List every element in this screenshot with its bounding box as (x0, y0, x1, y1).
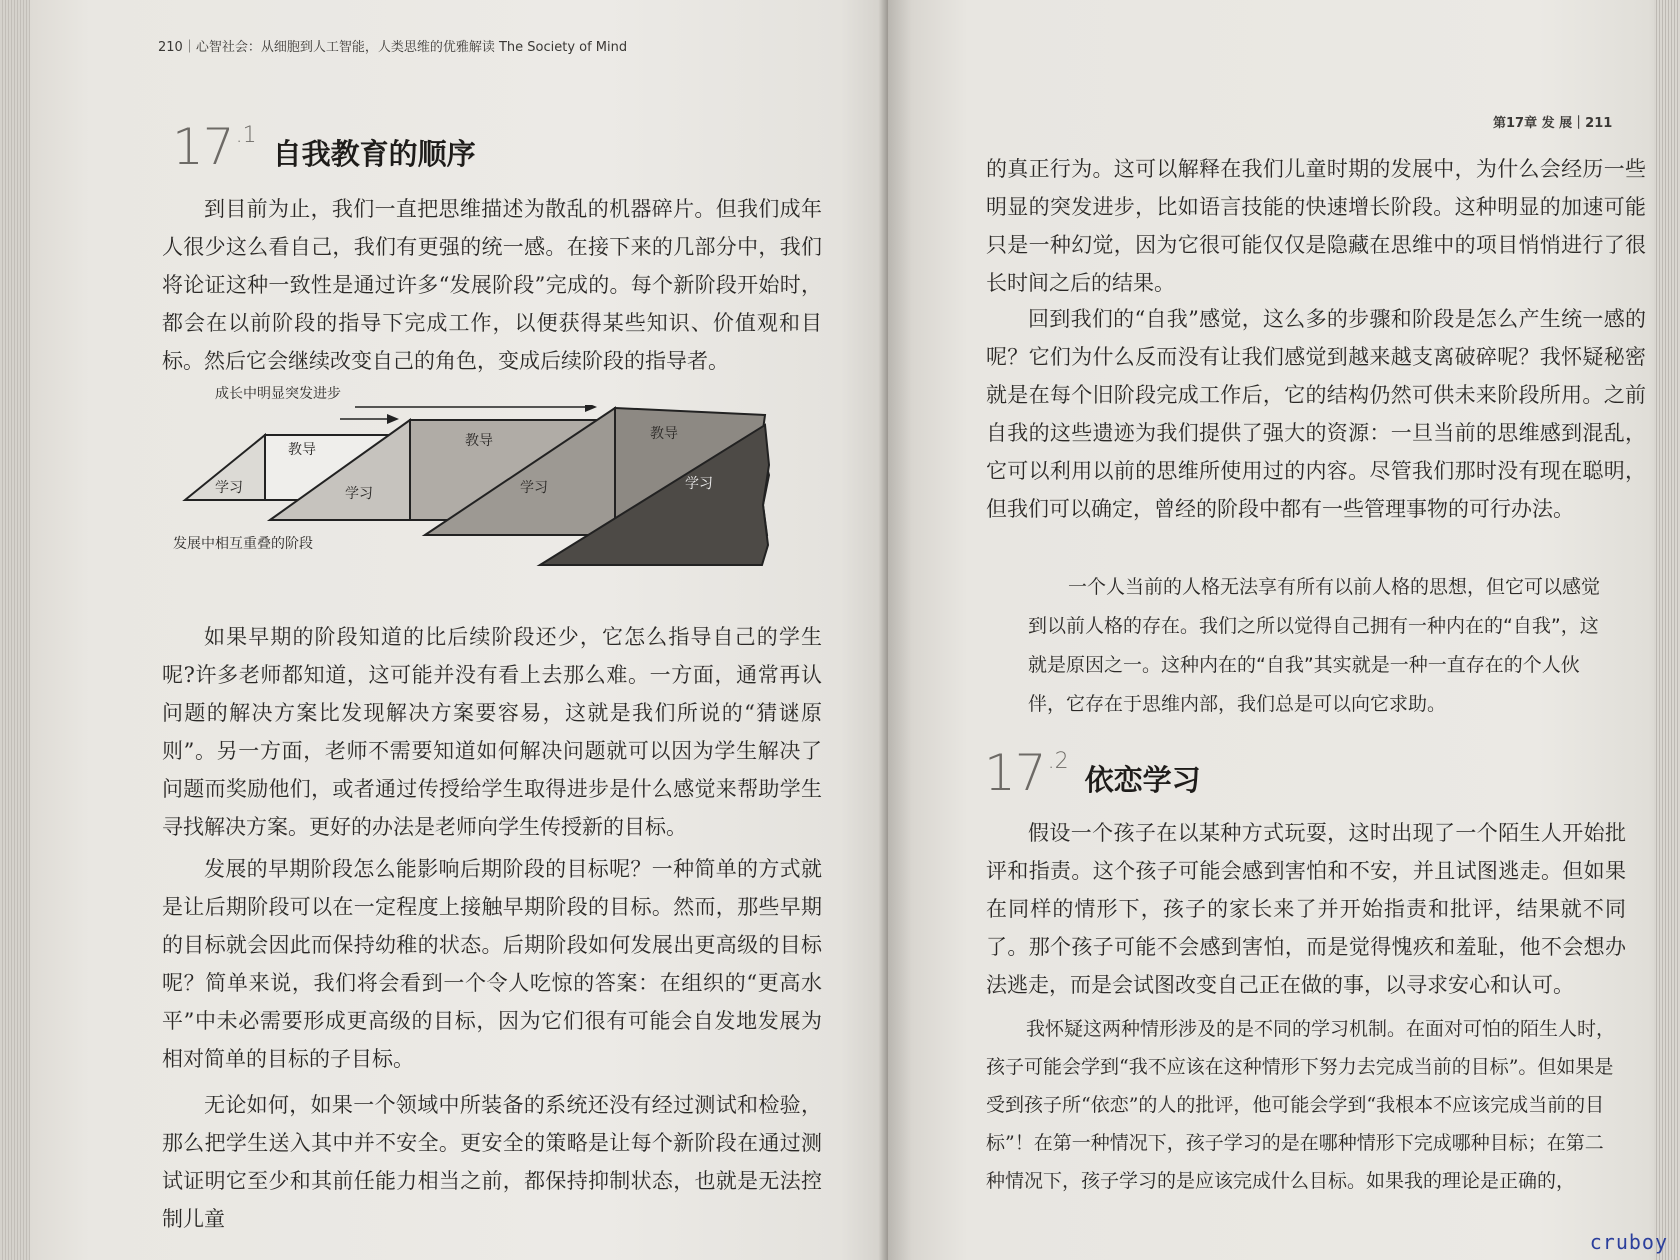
stage-2-learn-label: 学习 (345, 486, 373, 502)
figure-caption: 发展中相互重叠的阶段 (173, 536, 313, 552)
paragraph: 发展的早期阶段怎么能影响后期阶段的目标呢？一种简单的方式就是让后期阶段可以在一定程度上接触早期阶段的目标。然而，那些早期的目标就会因此而保持幼稚的状态。后期阶段如何发展出更高级的目标呢？简单来说，我们将会看到一个令人吃惊的答案：在组织的“更高水平”中未必需要形成更高级的目标，因为它们很有可能会自发地发展为相对简单的目标的子目标。 (162, 857, 822, 1071)
stage-1-learn-label: 学习 (215, 480, 243, 496)
paragraph: 回到我们的“自我”感觉，这么多的步骤和阶段是怎么产生统一感的呢？它们为什么反而没有让我们感觉到越来越支离破碎呢？我怀疑秘密就是在每个旧阶段完成工作后，它的结构仍然可供未来阶段所用。之前自我的这些遗迹为我们提供了强大的资源：一旦当前的思维感到混乱，它可以利用以前的思维所使用过的内容。尽管我们那时没有现在聪明，但我们可以确定，曾经的阶段中都有一些管理事物的可行办法。 (986, 307, 1646, 521)
figure-top-label: 成长中明显突发进步 (215, 386, 341, 402)
paragraph: 到目前为止，我们一直把思维描述为散乱的机器碎片。但我们成年人很少这么看自己，我们有更强的统一感。在接下来的几部分中，我们将论证这种一致性是通过许多“发展阶段”完成的。每个新阶段开始时，都会在以前阶段的指导下完成工作，以便获得某些知识、价值观和目标。然后它会继续改变自己的角色，变成后续阶段的指导者。 (162, 197, 822, 373)
section-number: 17 (984, 744, 1046, 802)
section-heading-17-1 (172, 118, 476, 176)
page-edge-stack (0, 0, 30, 1260)
paragraph: 如果早期的阶段知道的比后续阶段还少，它怎么指导自己的学生呢?许多老师都知道，这可能并没有看上去那么难。一方面，通常再认问题的解决方案比发现解决方案要容易，这就是我们所说的“猜谜原则”。另一方面，老师不需要知道如何解决问题就可以因为学生解决了问题而奖励他们，或者通过传授给学生取得进步是什么感觉来帮助学生寻找解决方案。更好的办法是老师向学生传授新的目标。 (162, 625, 822, 839)
watermark: cruboy (1589, 1230, 1668, 1254)
block-quote: 一个人当前的人格无法享有所有以前人格的思想，但它可以感觉到以前人格的存在。我们之所以觉得自己拥有一种内在的“自我”，这就是原因之一。这种内在的“自我”其实就是一种一直存在的个人伙伴，它存在于思维内部，我们总是可以向它求助。 (1028, 576, 1601, 715)
paragraph: 无论如何，如果一个领域中所装备的系统还没有经过测试和检验，那么把学生送入其中并不安全。更安全的策略是让每个新阶段在通过测试证明它至少和其前任能力相当之前，都保持抑制状态，也就是无法控制儿童 (162, 1093, 822, 1231)
stage-4-learn-label: 学习 (685, 476, 713, 492)
arrow-head (387, 414, 399, 424)
paragraph: 假设一个孩子在以某种方式玩耍，这时出现了一个陌生人开始批评和指责。这个孩子可能会感到害怕和不安，并且试图逃走。但如果在同样的情形下，孩子的家长来了并开始指责和批评，结果就不同了。那个孩子可能不会感到害怕，而是觉得愧疚和羞耻，他不会想办法逃走，而是会试图改变自己正在做的事，以寻求安心和认可。 (986, 821, 1626, 997)
paragraph: 我怀疑这两种情形涉及的是不同的学习机制。在面对可怕的陌生人时，孩子可能会学到“我不应该在这种情形下努力去完成当前的目标”。但如果是受到孩子所“依恋”的人的批评，他可能会学到“我根本不应该完成当前的目标”！在第一种情况下，孩子学习的是在哪种情形下完成哪种目标；在第二种情况下，孩子学习的是应该完成什么目标。如果我的理论是正确的， (986, 1018, 1616, 1192)
section-title: 依恋学习 (1084, 763, 1201, 797)
arrow-head (585, 405, 597, 412)
stage-3-teach-label: 教导 (650, 426, 678, 442)
running-head-right: 第17章 发 展｜211 (1493, 116, 1613, 131)
page-edge-stack (1654, 0, 1680, 1260)
right-page (888, 0, 1680, 1260)
section-subnumber: .1 (235, 123, 257, 148)
section-subnumber: .2 (1047, 749, 1069, 774)
section-number: 17 (172, 118, 234, 176)
running-head-left: 210｜心智社会：从细胞到人工智能，人类思维的优雅解读 The Society of Mind (158, 40, 628, 55)
overlapping-stages-figure (165, 386, 835, 605)
paragraph: 的真正行为。这可以解释在我们儿童时期的发展中，为什么会经历一些明显的突发进步，比如语言技能的快速增长阶段。这种明显的加速可能只是一种幻觉，因为它很可能仅仅是隐藏在思维中的项目悄悄进行了很长时间之后的结果。 (986, 157, 1646, 295)
stage-3-learn-label: 学习 (520, 480, 548, 496)
stage-1-teach-label: 教导 (288, 442, 316, 458)
stages-diagram (165, 405, 835, 605)
stage-2-teach-label: 教导 (465, 433, 493, 449)
section-heading-17-2 (984, 744, 1201, 802)
section-title: 自我教育的顺序 (272, 137, 476, 171)
